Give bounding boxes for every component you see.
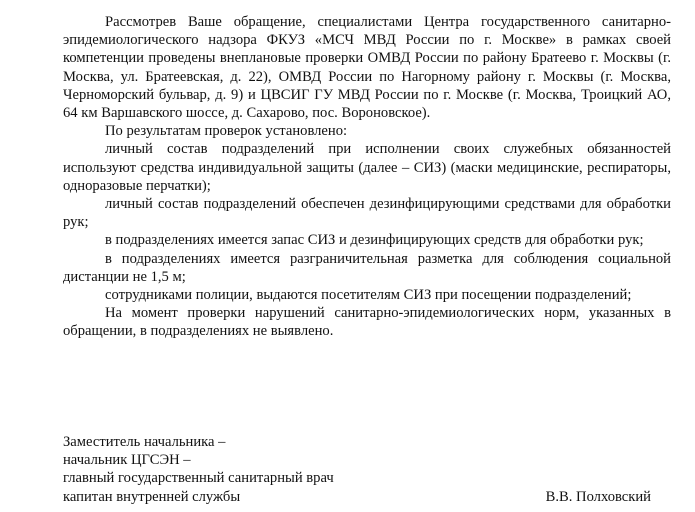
paragraph-finding-visitor-ppe: сотрудниками полиции, выдаются посетителям СИЗ при посещении подразделений; — [105, 287, 632, 304]
paragraph-inspection-summary: Рассмотрев Ваше обращение, специалистами Центра государственного санитарно-эпидемиологического надзора ФКУЗ «МСЧ МВД России по г. Москве» в рамках своей компетенции проведены внеплановые проверки ОМВД России по району Братеево г. Москвы (г. Москва, ул. Братеевская, д. 22), ОМВД России по Нагорному району г. Москвы (г. Москва, Черноморский бульвар, д. 9) и ЦВСИГ ГУ МВД России по г. Москве (г. Москва, Троицкий АО, 64 км Варшавского шоссе, д. Сахарово, пос. Вороновское). — [63, 14, 671, 122]
signer-title-line-1: Заместитель начальника – — [63, 434, 226, 450]
paragraph-conclusion: На момент проверки нарушений санитарно-эпидемиологических норм, указанных в обращении, в подразделениях не выявлено. — [63, 305, 671, 340]
paragraph-finding-disinfectants: личный состав подразделений обеспечен дезинфицирующими средствами для обработки рук; — [63, 196, 671, 231]
paragraph-finding-supply: в подразделениях имеется запас СИЗ и дезинфицирующих средств для обработки рук; — [105, 232, 644, 249]
letter-body — [63, 13, 671, 341]
signer-title-line-3: главный государственный санитарный врач — [63, 470, 334, 487]
signer-name: В.В. Полховский — [545, 488, 651, 505]
paragraph-finding-distance-marking: в подразделениях имеется разграничительная разметка для соблюдения социальной дистанции не 1,5 м; — [63, 250, 671, 285]
signature-block — [63, 433, 651, 506]
paragraph-findings-intro: По результатам проверок установлено: — [105, 123, 348, 140]
signer-rank: капитан внутренней службы — [63, 488, 241, 505]
paragraph-finding-ppe-use: личный состав подразделений при исполнении своих служебных обязанностей используют средства индивидуальной защиты (далее – СИЗ) (маски медицинские, респираторы, одноразовые перчатки); — [63, 141, 671, 194]
signer-title-line-2: начальник ЦГСЭН – — [63, 452, 191, 469]
signer-rank-and-name-row — [63, 488, 651, 506]
